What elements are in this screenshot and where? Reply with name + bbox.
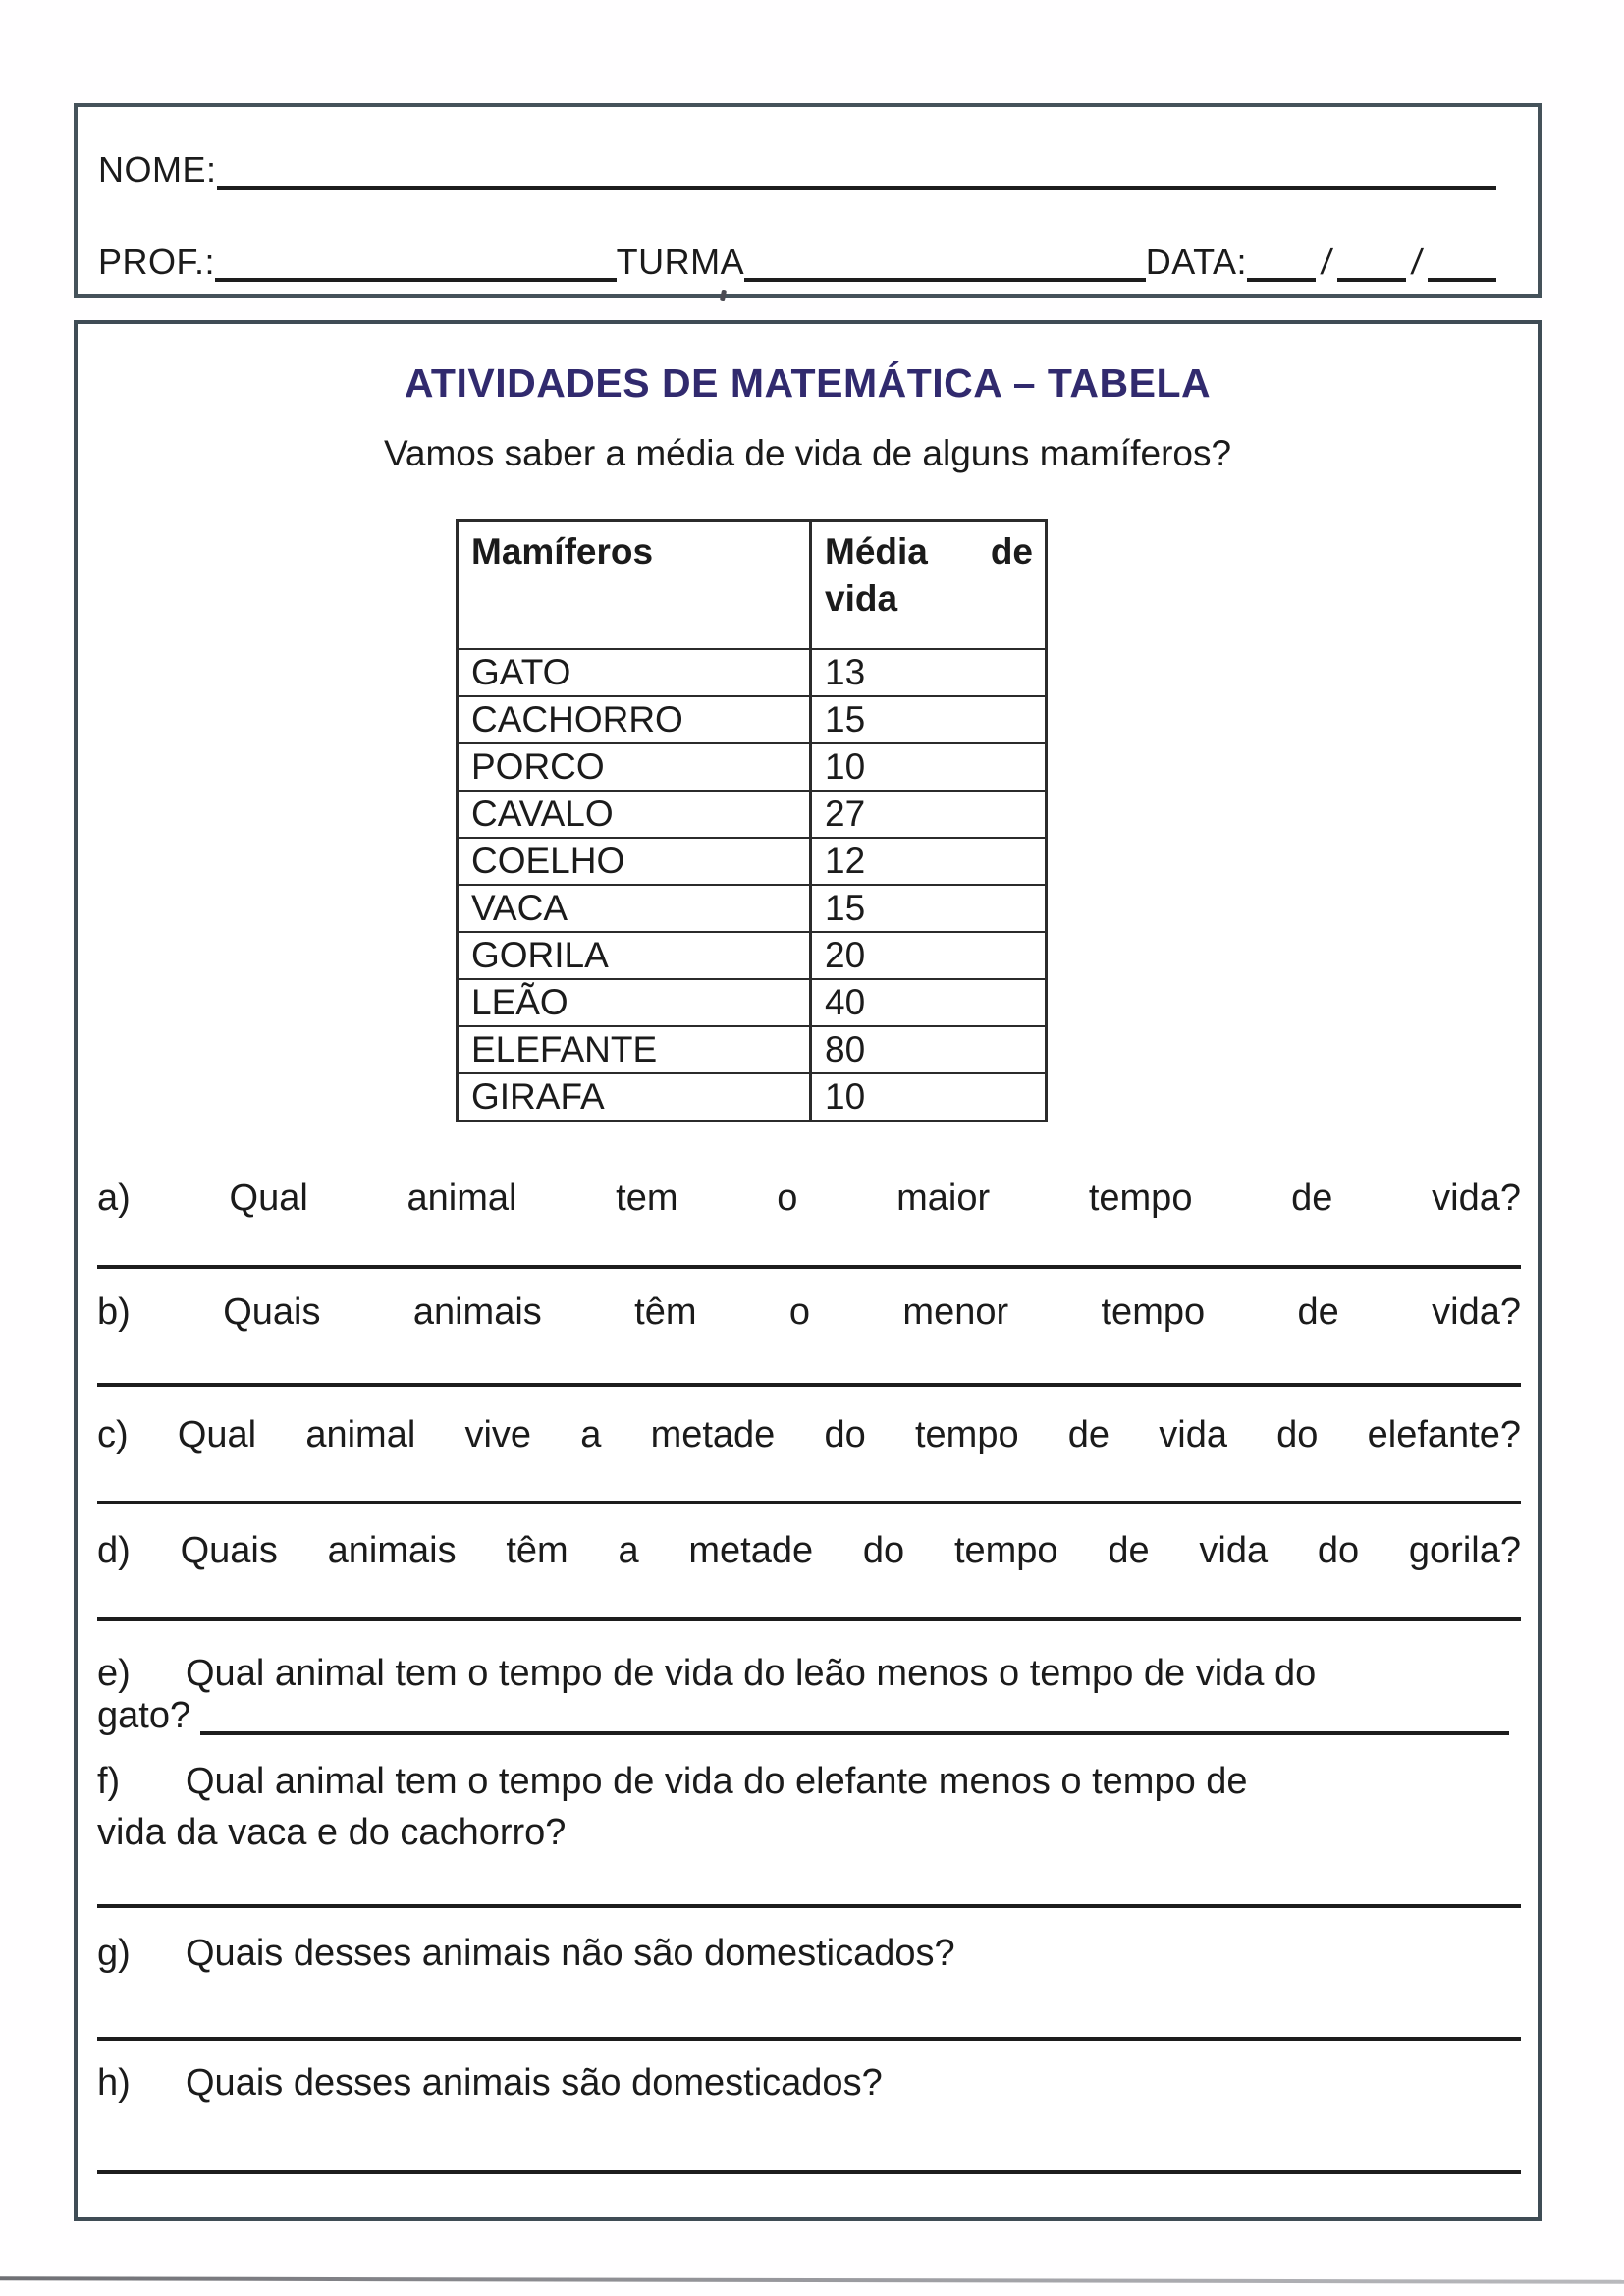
animal-name-cell: GORILA: [459, 933, 812, 978]
question-b: [97, 1288, 1521, 1336]
question-a-label: a): [97, 1177, 131, 1219]
table-row: [459, 742, 1045, 790]
lifespan-value-cell: 20: [825, 935, 866, 975]
lifespan-value-cell: 80: [825, 1029, 866, 1069]
animal-name-cell: LEÃO: [459, 980, 812, 1025]
question-e-line1: [97, 1650, 1521, 1697]
table-row: [459, 837, 1045, 884]
lifespan-value-cell: 40: [825, 982, 866, 1022]
question-h: [97, 2059, 1521, 2106]
question-b-text: Quais animais têm o menor tempo de vida?: [223, 1291, 1521, 1333]
question-g-label: g): [97, 1933, 131, 1974]
question-d-text: Quais animais têm a metade do tempo de vida do gorila?: [180, 1530, 1521, 1571]
column-header-lifespan-line1: [825, 528, 1033, 575]
column-header-lifespan-line2: vida: [825, 578, 898, 619]
name-underline: [217, 176, 1496, 190]
animal-name-cell: CAVALO: [459, 792, 812, 837]
answer-line-d: [97, 1617, 1521, 1621]
answer-line-a: [97, 1265, 1521, 1269]
question-e-label: e): [97, 1653, 131, 1694]
animal-name-cell: GIRAFA: [459, 1074, 812, 1120]
page-subtitle: Vamos saber a média de vida de alguns mamíferos?: [383, 433, 1232, 473]
class-label: TURMA: [616, 242, 745, 282]
question-d-label: d): [97, 1530, 131, 1571]
column-header-mammals: Mamíferos: [459, 522, 812, 648]
question-h-label: h): [97, 2062, 131, 2104]
answer-line-c: [97, 1501, 1521, 1504]
lifespan-value-cell: 10: [825, 746, 866, 787]
question-a-text: Qual animal tem o maior tempo de vida?: [229, 1177, 1521, 1219]
table-row: [459, 648, 1045, 695]
header-word-de: de: [990, 531, 1033, 572]
class-underline: [744, 268, 1146, 282]
student-info-box: [74, 103, 1542, 298]
activity-box: [74, 320, 1542, 2221]
question-f-line1: [97, 1758, 1521, 1805]
teacher-underline: [215, 268, 617, 282]
lifespan-value-cell: 13: [825, 652, 866, 692]
table-row: [459, 884, 1045, 931]
answer-line-f: [97, 1904, 1521, 1908]
date-slash-2: /: [1409, 242, 1425, 282]
date-label: DATA:: [1145, 242, 1247, 282]
page-title: ATIVIDADES DE MATEMÁTICA – TABELA: [404, 360, 1212, 406]
table-row: [459, 978, 1045, 1025]
name-row: [98, 137, 1496, 191]
animal-name-cell: VACA: [459, 886, 812, 931]
lifespan-table: [456, 519, 1048, 1122]
header-word-media: Média: [825, 531, 928, 572]
answer-line-g: [97, 2037, 1521, 2041]
table-row: [459, 790, 1045, 837]
table-row: [459, 695, 1045, 742]
table-body: [459, 648, 1045, 1120]
question-e-text-line1: Qual animal tem o tempo de vida do leão menos o tempo de vida do: [186, 1653, 1317, 1694]
question-b-label: b): [97, 1291, 131, 1333]
name-label: NOME:: [98, 149, 217, 190]
animal-name-cell: GATO: [459, 650, 812, 695]
answer-line-e: [200, 1722, 1509, 1735]
answer-line-h: [97, 2170, 1521, 2174]
scan-artifact-dot: [720, 290, 727, 301]
answer-line-b: [97, 1383, 1521, 1387]
column-header-lifespan: [812, 522, 1045, 648]
question-d: [97, 1527, 1521, 1574]
scan-edge-line: [0, 2276, 1624, 2283]
question-h-text: Quais desses animais são domesticados?: [186, 2062, 883, 2104]
animal-name-cell: PORCO: [459, 744, 812, 790]
date-month-underline: [1337, 268, 1406, 282]
question-f-label: f): [97, 1761, 121, 1802]
question-c: [97, 1411, 1521, 1458]
question-e-text-line2: gato?: [97, 1695, 191, 1736]
question-c-text: Qual animal vive a metade do tempo de vida do elefante?: [177, 1414, 1521, 1455]
question-f-line2: vida da vaca e do cachorro?: [97, 1812, 567, 1853]
lifespan-value-cell: 27: [825, 793, 866, 834]
table-row: [459, 1072, 1045, 1120]
animal-name-cell: CACHORRO: [459, 697, 812, 742]
table-header-row: [459, 522, 1045, 648]
question-e-line2: [97, 1692, 1521, 1739]
question-a: [97, 1175, 1521, 1222]
lifespan-value-cell: 15: [825, 888, 866, 928]
animal-name-cell: COELHO: [459, 839, 812, 884]
lifespan-value-cell: 15: [825, 699, 866, 739]
date-day-underline: [1247, 268, 1316, 282]
lifespan-value-cell: 12: [825, 841, 866, 881]
question-f-text-line1: Qual animal tem o tempo de vida do elefante menos o tempo de: [186, 1761, 1248, 1802]
date-slash-1: /: [1319, 242, 1334, 282]
date-year-underline: [1428, 268, 1496, 282]
animal-name-cell: ELEFANTE: [459, 1027, 812, 1072]
table-row: [459, 1025, 1045, 1072]
question-g: [97, 1930, 1521, 1977]
table-row: [459, 931, 1045, 978]
question-c-label: c): [97, 1414, 129, 1455]
lifespan-value-cell: 10: [825, 1076, 866, 1117]
question-g-text: Quais desses animais não são domesticados?: [186, 1933, 955, 1974]
teacher-label: PROF.:: [98, 242, 216, 282]
prof-class-date-row: [98, 229, 1496, 284]
